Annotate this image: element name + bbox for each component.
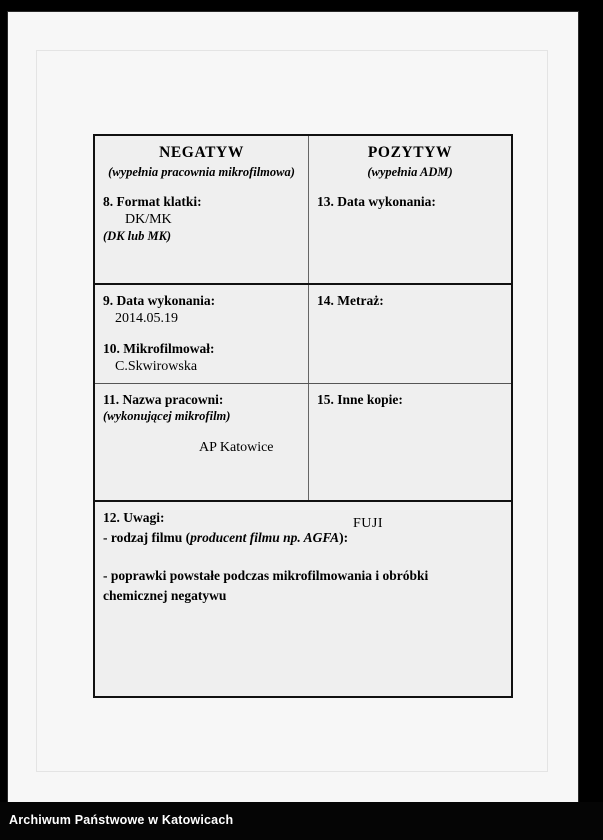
field-label-data-wykonania-pozytyw: 13. Data wykonania: (317, 194, 436, 209)
field-value-nazwa-pracowni: AP Katowice (199, 440, 274, 455)
field-label-format-klatki: 8. Format klatki: (103, 194, 202, 209)
field-hint-nazwa-pracowni: (wykonującej mikrofilm) (103, 409, 231, 423)
field-value-rodzaj-filmu: FUJI (353, 516, 384, 531)
column-title-pozytyw: POZYTYW (367, 144, 453, 161)
scanned-page (8, 12, 578, 802)
field-label-inne-kopie: 15. Inne kopie: (317, 392, 403, 407)
field-label-metraz: 14. Metraż: (317, 293, 384, 308)
field-label-nazwa-pracowni: 11. Nazwa pracowni: (103, 392, 224, 407)
cell-nazwa-pracowni (95, 384, 308, 501)
cell-metraz (308, 285, 511, 385)
field-label-uwagi: 12. Uwagi: (103, 510, 165, 525)
table-row (95, 500, 511, 697)
rodzaj-filmu-suffix: ): (339, 530, 349, 545)
cell-negatyw-format (95, 136, 308, 283)
column-subtitle-negatyw: (wypełnia pracownia mikrofilmowa) (108, 165, 295, 179)
field-label-mikrofilmowal: 10. Mikrofilmował: (103, 341, 215, 356)
field-value-format-klatki: DK/MK (125, 212, 172, 227)
microfilm-form-table (93, 134, 513, 698)
field-value-mikrofilmowal: C.Skwirowska (115, 359, 198, 374)
cell-data-mikrofilmowal (95, 285, 308, 385)
field-label-rodzaj-filmu (103, 530, 501, 546)
table-row (95, 283, 511, 385)
table-row (95, 383, 511, 501)
column-subtitle-pozytyw: (wypełnia ADM) (367, 165, 453, 179)
poprawki-line-1: - poprawki powstałe podczas mikrofilmowania i obróbki (103, 568, 429, 583)
rodzaj-filmu-prefix: - rodzaj filmu ( (103, 530, 191, 545)
table-row (95, 136, 511, 283)
cell-inne-kopie (308, 384, 511, 501)
archive-credit-text: Archiwum Państwowe w Katowicach (9, 813, 234, 827)
field-value-data-wykonania: 2014.05.19 (115, 311, 178, 326)
footer-credit-bar (0, 802, 603, 840)
rodzaj-filmu-example: producent filmu np. AGFA (190, 530, 340, 545)
field-label-data-wykonania: 9. Data wykonania: (103, 293, 216, 308)
field-label-poprawki (103, 566, 501, 605)
cell-uwagi (95, 502, 511, 697)
column-title-negatyw: NEGATYW (159, 144, 244, 161)
cell-pozytyw-data (308, 136, 511, 283)
field-hint-format-klatki: (DK lub MK) (103, 229, 172, 243)
poprawki-line-2: chemicznej negatywu (103, 587, 227, 603)
